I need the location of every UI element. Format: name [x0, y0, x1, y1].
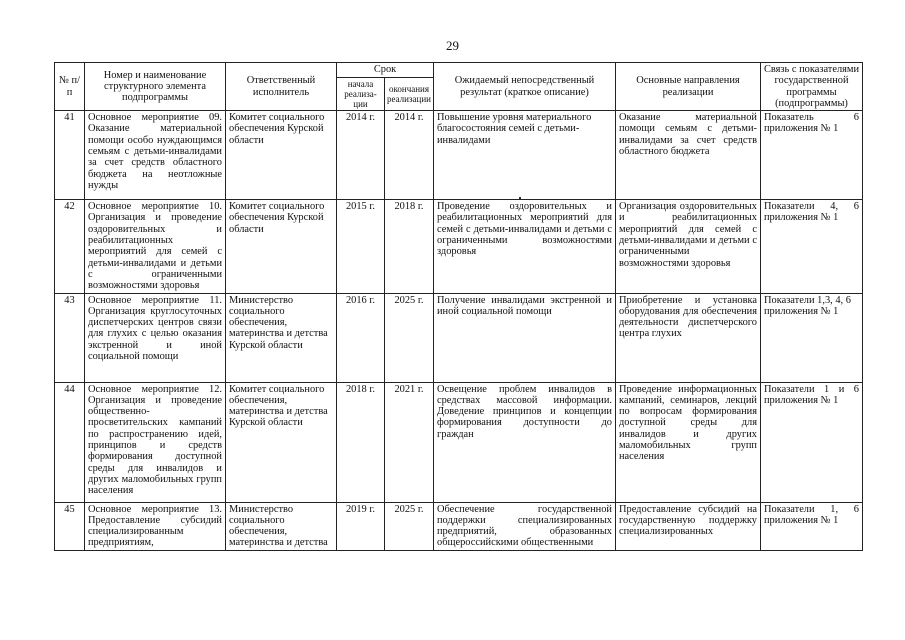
header-term: Срок: [337, 63, 434, 78]
row-start: 2015 г.: [337, 200, 385, 293]
row-directions: Приобретение и установка оборудования для обеспечения деятельности диспетчерского центра глухих: [616, 293, 761, 382]
row-start: 2018 г.: [337, 382, 385, 502]
row-executor: Министерство социального обеспечения, материнства и детства Курской области: [226, 293, 337, 382]
header-executor: Ответственный исполнитель: [226, 63, 337, 111]
header-result: Ожидаемый непосредственный результат (краткое описание): [434, 63, 616, 111]
header-term-end: окончания реализации: [385, 77, 434, 111]
row-name: Основное мероприятие 09. Оказание материальной помощи особо нуждающимся семьям с детьми-инвалидами за счет средств областного бюджета на неотложные нужды: [85, 111, 226, 200]
row-link: Показатели 1,3, 4, 6 приложения № 1: [761, 293, 863, 382]
row-result: Проведение оздоровительных и реабилитационных мероприятий для семей с детьми-инвалидами и детьми с ограниченными возможностями здоровья: [434, 200, 616, 293]
row-directions: Оказание материальной помощи семьям с детьми-инвалидами за счет средств областного бюджета: [616, 111, 761, 200]
row-link: Показатели 1, 6 приложения № 1: [761, 502, 863, 550]
table-row: [55, 111, 863, 200]
measures-table: [54, 62, 863, 551]
row-end: 2021 г.: [385, 382, 434, 502]
header-term-start: начала реализа-ции: [337, 77, 385, 111]
row-name: Основное мероприятие 13. Предоставление субсидий специализированным предприятиям,: [85, 502, 226, 550]
scan-speck: [519, 197, 521, 199]
row-directions: Предоставление субсидий на государственную поддержку специализированных: [616, 502, 761, 550]
row-num: 44: [55, 382, 85, 502]
row-result: Обеспечение государственной поддержки специализированных предприятий, образованных общероссийскими общественными: [434, 502, 616, 550]
row-result: Повышение уровня материального благосостояния семей с детьми-инвалидами: [434, 111, 616, 200]
row-end: 2018 г.: [385, 200, 434, 293]
page-number: 29: [446, 38, 459, 53]
row-result: Освещение проблем инвалидов в средствах массовой информации. Доведение принципов и концепции формирования доступности до граждан: [434, 382, 616, 502]
header-row: [55, 63, 863, 78]
row-executor: Комитет социального обеспечения, материнства и детства Курской области: [226, 382, 337, 502]
row-name: Основное мероприятие 11. Организация круглосуточных диспетчерских центров связи для глухих с целью оказания экстренной и иной социальной помощи: [85, 293, 226, 382]
header-name: Номер и наименование структурного элемента подпрограммы: [85, 63, 226, 111]
row-start: 2016 г.: [337, 293, 385, 382]
row-start: 2014 г.: [337, 111, 385, 200]
row-link: Показатель 6 приложения № 1: [761, 111, 863, 200]
row-end: 2025 г.: [385, 293, 434, 382]
header-num: № п/п: [55, 63, 85, 111]
row-directions: Организация оздоровительных и реабилитационных мероприятий для семей с детьми-инвалидами и детьми с ограниченными возможностями здоровья: [616, 200, 761, 293]
row-executor: Комитет социального обеспечения Курской области: [226, 111, 337, 200]
row-link: Показатели 4, 6 приложения № 1: [761, 200, 863, 293]
row-executor: Министерство социального обеспечения, материнства и детства: [226, 502, 337, 550]
header-directions: Основные направления реализации: [616, 63, 761, 111]
table-row: [55, 502, 863, 550]
row-num: 42: [55, 200, 85, 293]
row-end: 2014 г.: [385, 111, 434, 200]
row-name: Основное мероприятие 10. Организация и проведение оздоровительных и реабилитационных мероприятий для семей с детьми-инвалидами и детьми с ограниченными возможностями здоровья: [85, 200, 226, 293]
row-name: Основное мероприятие 12. Организация и проведение общественно-просветительских кампаний по распространению идей, принципов и средств формирования доступной среды для инвалидов и других маломобильных групп населения: [85, 382, 226, 502]
row-num: 43: [55, 293, 85, 382]
header-link: Связь с показателями государственной программы (подпрограммы): [761, 63, 863, 111]
row-directions: Проведение информационных кампаний, семинаров, лекций по вопросам формирования доступной среды для инвалидов и других маломобильных групп населения: [616, 382, 761, 502]
table-row: [55, 293, 863, 382]
row-num: 41: [55, 111, 85, 200]
row-link: Показатели 1 и 6 приложения № 1: [761, 382, 863, 502]
table-row: [55, 382, 863, 502]
row-num: 45: [55, 502, 85, 550]
row-result: Получение инвалидами экстренной и иной социальной помощи: [434, 293, 616, 382]
row-executor: Комитет социального обеспечения Курской области: [226, 200, 337, 293]
row-start: 2019 г.: [337, 502, 385, 550]
table-row: [55, 200, 863, 293]
row-end: 2025 г.: [385, 502, 434, 550]
